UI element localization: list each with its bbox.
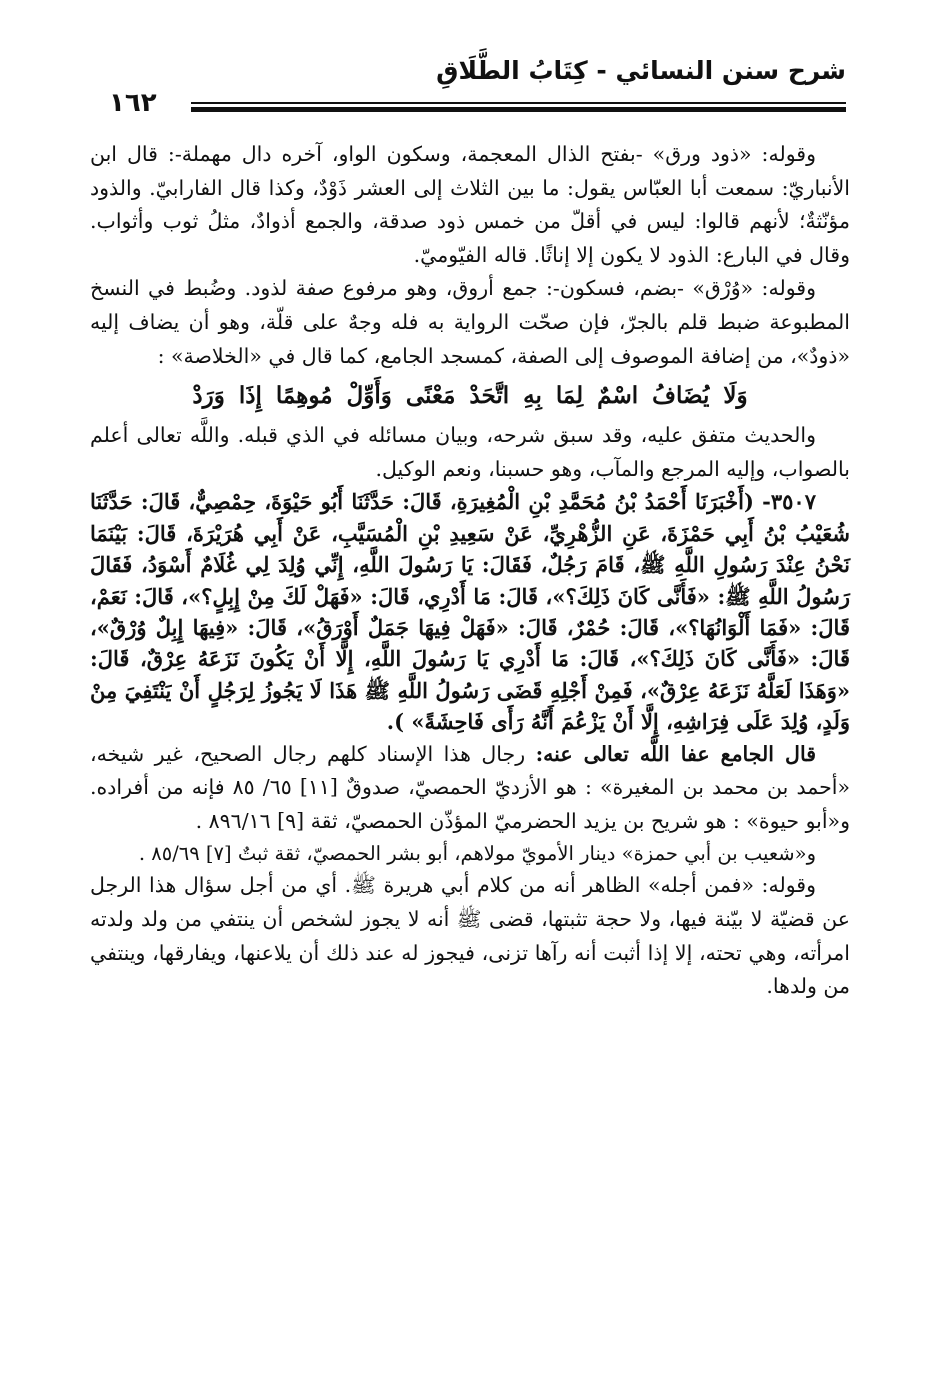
page-number: ١٦٢ xyxy=(105,88,157,118)
poetry-verse: وَلَا يُضَافُ اسْمٌ لِمَا بِهِ اتَّحَدْ مَعْنًى وَأَوِّلْ مُوهِمًا إِذَا وَرَدْ xyxy=(192,382,748,410)
commentary-paragraph xyxy=(90,738,850,839)
narrator-note: و«شعيب بن أبي حمزة» دينار الأمويّ مولاهم، أبو بشر الحمصيّ، ثقة ثبتٌ [٧] ٨٥/٦٩ . xyxy=(138,842,816,866)
body-text xyxy=(90,138,850,1004)
paragraph-wurq: وقوله: «وُرْق» -بضم، فسكون-: جمع أروق، وهو مرفوع صفة لذود. وضُبط في النسخ المطبوعة ضبط قلم بالجرّ، فإن صحّت الرواية به فله وجهٌ على قلّة، وهو أن يضاف إليه «ذودٌ»، من إضافة الموصوف إلى الصفة، كمسجد الجامع، كما قال في «الخلاصة» : xyxy=(90,276,850,368)
header-rule-thin xyxy=(105,102,846,104)
final-paragraph xyxy=(90,869,850,1003)
final-text: ﷺ. أي من أجل سؤال هذا الرجل عن قضيّة لا بيّنة فيها، ولا حجة تثبتها، قضى ﷺ أنه لا يجوز لشخص أن ينتفي من ولد ولدته امرأته، وهي تحته، إلا إذا أثبت أنه رآها تزنى، فيجوز له عند ذلك أن يلاعنها، ويفارقها، وينتفي من ولدها. xyxy=(90,873,850,999)
final-lead: وقوله: «فمن أجله» الظاهر أنه من كلام أبي هريرة xyxy=(383,873,816,898)
paragraph-closing: والحديث متفق عليه، وقد سبق شرحه، وبيان مسائله في الذي قبله. واللَّه تعالى أعلم بالصواب، وإليه المرجع والمآب، وهو حسبنا، ونعم الوكيل. xyxy=(90,423,850,481)
page-header xyxy=(105,50,846,118)
paragraph-dhawd: وقوله: «ذود ورق» -بفتح الذال المعجمة، وسكون الواو، آخره دال مهملة-: قال ابن الأنباريّ: سمعت أبا العبّاس يقول: ما بين الثلاث إلى العشر ذَوْدٌ، وكذا قال الفارابيّ. والذود مؤنّثةٌ؛ لأنهم قالوا: ليس في أقلّ من خمس ذود صدقة، والجمع أذوادٌ، مثلُ ثوب وأثواب. وقال في البارع: الذود لا يكون إلا إناثًا. قاله الفيّوميّ. xyxy=(90,142,850,267)
running-title: شرح سنن النسائي - كِتَابُ الطَّلَاقِ xyxy=(436,56,846,85)
commentary-lead: قال الجامع عفا اللَّه تعالى عنه: xyxy=(535,741,816,766)
hadith-text: ٣٥٠٧- (أَخْبَرَنَا أَحْمَدُ بْنُ مُحَمَّدِ بْنِ الْمُغِيرَةِ، قَالَ: حَدَّثَنَا أَبُو حَيْوَةَ، حِمْصِيٌّ، قَالَ: حَدَّثَنَا شُعَيْبُ بْنُ أَبِي حَمْزَةَ، عَنِ الزُّهْرِيِّ، عَنْ سَعِيدِ بْنِ الْمُسَيَّبِ، عَنْ أَبِي هُرَيْرَةَ، قَالَ: بَيْنَمَا نَحْنُ عِنْدَ رَسُولِ اللَّهِ ﷺ، قَامَ رَجُلٌ، فَقَالَ: يَا رَسُولَ اللَّهِ، إِنِّي وُلِدَ لِي غُلَامٌ أَسْوَدُ، فَقَالَ رَسُولُ اللَّهِ ﷺ: «فَأَنَّى كَانَ ذَلِكَ؟»، قَالَ: مَا أَدْرِي، قَالَ: «فَهَلْ لَكَ مِنْ إِبِلٍ؟»، قَالَ: نَعَمْ، قَالَ: «فَمَا أَلْوَانُهَا؟»، قَالَ: حُمْرٌ، قَالَ: «فَهَلْ فِيهَا جَمَلٌ أَوْرَقُ»، قَالَ: «فِيهَا إِبِلٌ وُرْقٌ»، قَالَ: «فَأَنَّى كَانَ ذَلِكَ؟»، قَالَ: مَا أَدْرِي يَا رَسُولَ اللَّهِ، إِلَّا أَنْ يَكُونَ نَزَعَهُ عِرْقٌ، قَالَ: «وَهَذَا لَعَلَّهُ نَزَعَهُ عِرْقٌ»، فَمِنْ أَجْلِهِ قَضَى رَسُولُ اللَّهِ ﷺ هَذَا لَا يَجُوزُ لِرَجُلٍ أَنْ يَنْتَفِيَ مِنْ وَلَدٍ، وُلِدَ عَلَى فِرَاشِهِ، إِلَّا أَنْ يَزْعُمَ أَنَّهُ رَأَى فَاحِشَةً» ). xyxy=(90,489,850,735)
commentary-text: رجال هذا الإسناد كلهم رجال الصحيح، غير شيخه، «أحمد بن محمد بن المغيرة» : هو الأزديّ الحمصيّ، صدوقٌ [١١] ٦٥/ ٨٥ فإنه من أفراده. و«أبو حيوة» : هو شريح بن يزيد الحضرميّ المؤذّن الحمصيّ، ثقة [٩] ٨٩٦/١٦ . xyxy=(90,741,850,833)
header-rule-thick xyxy=(105,107,846,112)
